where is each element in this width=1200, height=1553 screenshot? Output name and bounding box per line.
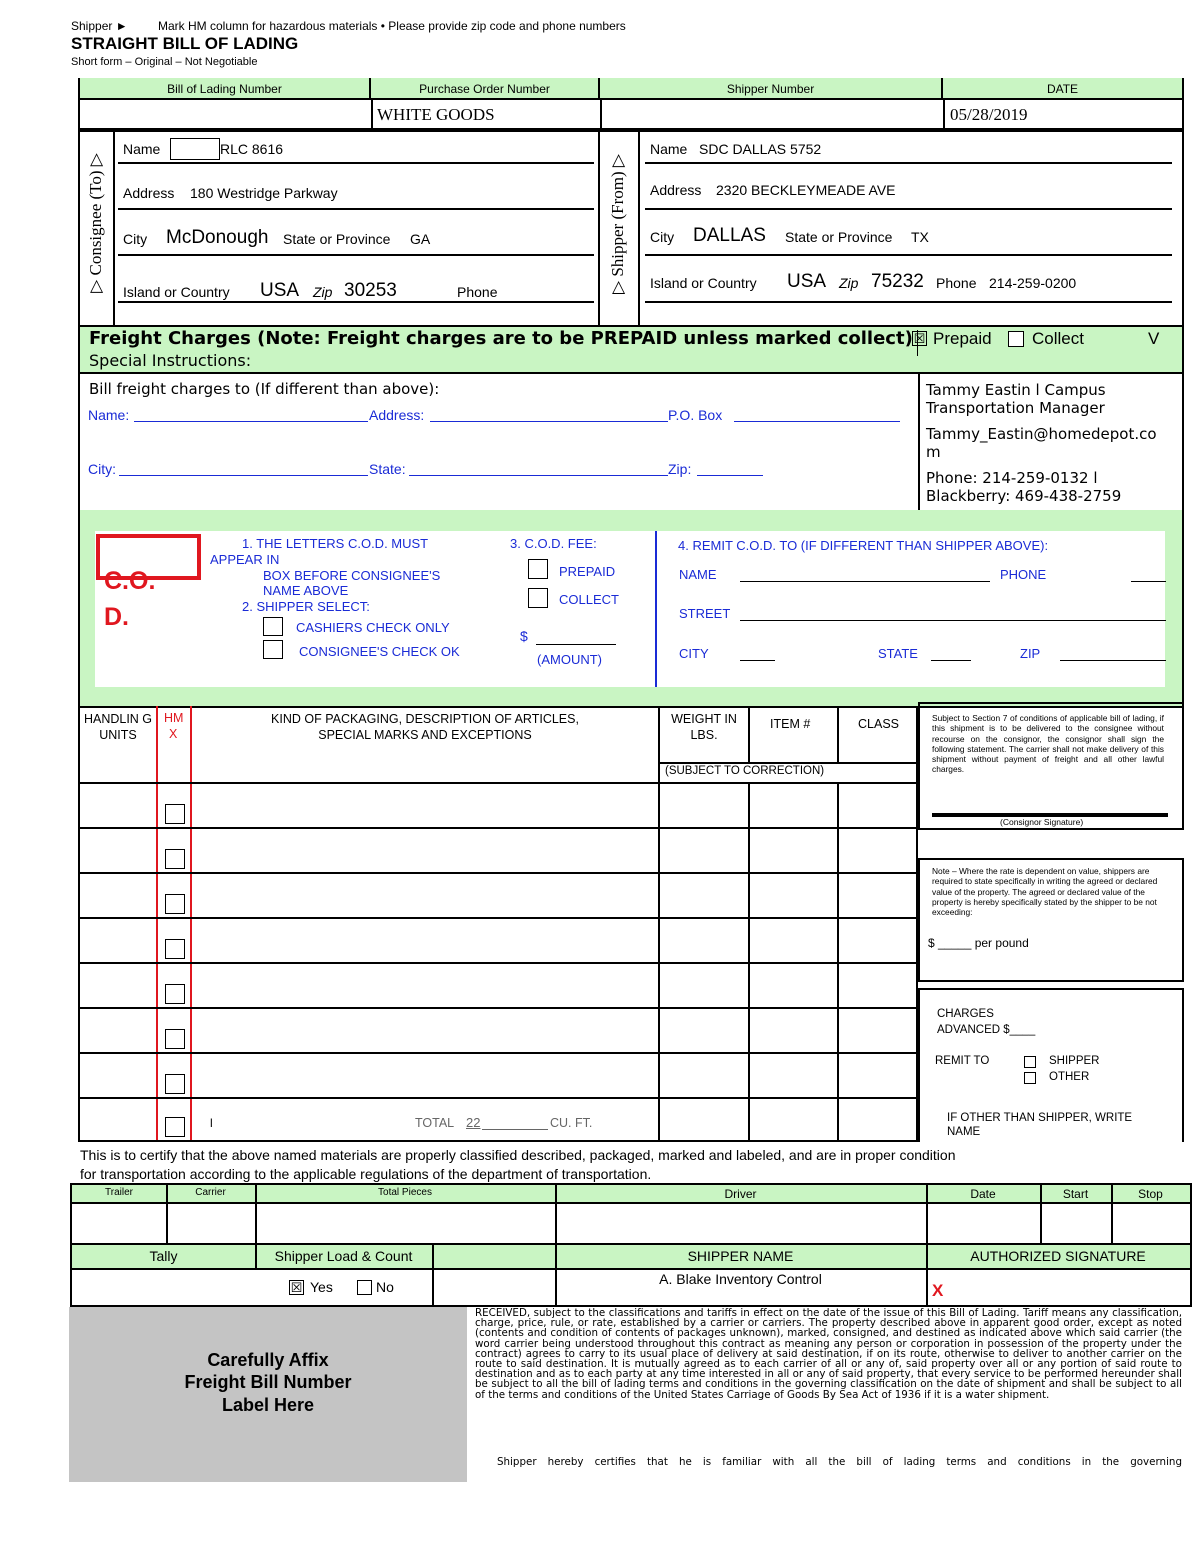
shipper-address-field[interactable]: 2320 BECKLEYMEADE AVE — [716, 182, 896, 198]
consignee-country-label: Island or Country — [123, 284, 230, 300]
contact-phone-line: Phone: 214-259-0132 l — [926, 469, 1098, 487]
bill-to-address-label: Address: — [369, 407, 425, 423]
consignee-city-field[interactable]: McDonough — [166, 227, 269, 248]
consignee-address-field[interactable]: 180 Westridge Parkway — [190, 185, 338, 201]
total-cuft-value[interactable]: 22 — [466, 1115, 481, 1130]
bol-number-label: Bill of Lading Number — [80, 78, 371, 100]
total-label: TOTAL — [415, 1116, 455, 1130]
shipper-phone-field[interactable]: 214-259-0200 — [989, 275, 1077, 291]
if-other-label-2: NAME — [947, 1126, 981, 1138]
label-area-line-2: Freight Bill Number — [184, 1372, 352, 1392]
cod-item-1b: APPEAR IN — [210, 552, 280, 567]
hm-checkbox-3[interactable] — [165, 894, 185, 914]
hm-checkbox-1[interactable] — [165, 804, 185, 824]
value-note-text: Note – Where the rate is dependent on value, shippers are required to state specifically in writing the agreed or declared value of the property. The agreed or declared value of the property is hereby specifically stated by the shipper to be not exceeding: — [932, 866, 1158, 918]
driver-label: Driver — [724, 1187, 757, 1201]
remit-phone-field[interactable] — [1131, 581, 1166, 582]
shipper-name-field[interactable]: SDC DALLAS 5752 — [699, 141, 822, 157]
consignee-check-label: CONSIGNEE'S CHECK OK — [299, 644, 460, 659]
bill-to-city-label: City: — [88, 461, 116, 477]
shipper-side-label: ▷ Shipper (From) ▷ — [608, 154, 627, 294]
cod-item-2: 2. SHIPPER SELECT: — [242, 599, 370, 614]
prepaid-label: Prepaid — [933, 329, 992, 348]
consignee-country-field[interactable]: USA — [260, 280, 300, 301]
hm-checkbox-7[interactable] — [165, 1074, 185, 1094]
contact-blackberry-line: Blackberry: 469-438-2759 — [926, 487, 1122, 505]
start-label: Start — [1062, 1187, 1089, 1201]
po-number-field[interactable]: WHITE GOODS — [377, 105, 495, 124]
load-no-checkbox[interactable] — [357, 1280, 372, 1295]
cod-amount-dollar: $ — [520, 628, 528, 644]
bill-to-pobox-label: P.O. Box — [668, 407, 723, 423]
shipper-name-header: SHIPPER NAME — [687, 1248, 794, 1264]
hm-checkbox-2[interactable] — [165, 849, 185, 869]
hm-x-header: X — [169, 727, 178, 741]
authorized-signature-header: AUTHORIZED SIGNATURE — [970, 1248, 1146, 1264]
remit-other-label: OTHER — [1049, 1071, 1090, 1083]
cod-amount-field[interactable] — [536, 644, 616, 645]
hm-checkbox-8[interactable] — [165, 1117, 185, 1137]
shipper-name-label: Name — [650, 141, 688, 157]
handling-units-header: HANDLIN G UNITS — [83, 712, 153, 742]
cuft-label: CU. FT. — [550, 1116, 593, 1130]
cod-item-1c: BOX BEFORE CONSIGNEE'S — [263, 568, 441, 583]
consignee-phone-label: Phone — [457, 284, 498, 300]
remit-city-label: CITY — [679, 646, 709, 661]
shipper-certifies-text: Shipper hereby certifies that he is familiar with all the bill of lading terms and conditions in the governing — [497, 1456, 1182, 1468]
bottom-date-label: Date — [970, 1187, 996, 1201]
subject-to-correction: (SUBJECT TO CORRECTION) — [665, 765, 825, 777]
consignee-state-label: State or Province — [283, 231, 391, 247]
description-header: KIND OF PACKAGING, DESCRIPTION OF ARTICLES, SPECIAL MARKS AND EXCEPTIONS — [271, 712, 579, 742]
bill-to-zip-label: Zip: — [668, 461, 692, 477]
shipper-country-label: Island or Country — [650, 275, 757, 291]
shipper-phone-label: Phone — [936, 275, 977, 291]
consignee-zip-label: Zip — [313, 284, 333, 300]
class-header: CLASS — [858, 717, 899, 731]
cashiers-check-checkbox[interactable] — [263, 617, 283, 636]
collect-checkbox[interactable] — [1008, 331, 1024, 347]
consignor-signature-label: (Consignor Signature) — [1000, 817, 1084, 827]
consignee-side-label: ▷ Consignee (To) ▷ — [86, 153, 105, 293]
cod-amount-label: (AMOUNT) — [537, 652, 602, 667]
cod-fee-collect-checkbox[interactable] — [528, 588, 548, 608]
consignee-name-label: Name — [123, 141, 161, 157]
remit-zip-field[interactable] — [1060, 660, 1166, 661]
cod-fee-prepaid-checkbox[interactable] — [528, 559, 548, 579]
cod-item-1: 1. THE LETTERS C.O.D. MUST — [242, 536, 429, 551]
label-area-line-3: Label Here — [221, 1395, 315, 1415]
consignee-address-label: Address — [123, 185, 175, 201]
hm-checkbox-4[interactable] — [165, 939, 185, 959]
remit-to-label: REMIT TO — [935, 1055, 990, 1067]
stop-label: Stop — [1138, 1187, 1163, 1201]
section7-text: Subject to Section 7 of conditions of applicable bill of lading, if this shipment is to be delivered to the consignee without recourse on the consignor, the consignor shall sign the following statement. The carrier shall not make delivery of this shipment without payment of freight and all other lawful charges. — [932, 713, 1164, 775]
shipper-arrow-label: Shipper ► — [71, 19, 128, 33]
contact-line-1: Tammy Eastin l Campus — [926, 381, 1106, 399]
document-subtitle: Short form – Original – Not Negotiable — [71, 56, 258, 68]
bill-to-name-label: Name: — [88, 407, 130, 423]
shipper-name-field[interactable]: A. Blake Inventory Control — [659, 1271, 822, 1287]
remit-phone-label: PHONE — [1000, 567, 1047, 582]
shipper-city-field[interactable]: DALLAS — [693, 225, 766, 246]
contact-line-2: Transportation Manager — [926, 399, 1105, 417]
carrier-label: Carrier — [195, 1187, 226, 1198]
collect-label: Collect — [1032, 329, 1084, 348]
cod-item-4: 4. REMIT C.O.D. TO (IF DIFFERENT THAN SHIPPER ABOVE): — [678, 538, 1049, 553]
bill-to-state-label: State: — [369, 461, 406, 477]
hm-checkbox-5[interactable] — [165, 984, 185, 1004]
remit-city-field[interactable] — [740, 660, 775, 661]
cod-marker-box[interactable] — [170, 138, 220, 160]
hm-checkbox-6[interactable] — [165, 1029, 185, 1049]
contact-email-line-2: m — [926, 443, 941, 461]
date-field[interactable]: 05/28/2019 — [950, 105, 1028, 124]
certify-line-2: for transportation according to the applicable regulations of the department of transportation. — [80, 1166, 652, 1182]
consignee-city-label: City — [123, 231, 148, 247]
certify-line-1: This is to certify that the above named materials are properly classified described, packaged, marked and labeled, and are in proper condition — [80, 1147, 956, 1163]
cod-item-3: 3. C.O.D. FEE: — [510, 536, 597, 551]
shipper-state-label: State or Province — [785, 229, 893, 245]
shipper-country-field[interactable]: USA — [787, 271, 827, 292]
po-number-label: Purchase Order Number — [371, 78, 600, 100]
load-yes-checkbox[interactable]: ☒ — [290, 1280, 303, 1295]
hm-header: HM — [164, 711, 184, 725]
tally-label: Tally — [149, 1248, 178, 1264]
remit-zip-label: ZIP — [1020, 646, 1041, 661]
load-no-label: No — [376, 1279, 394, 1295]
remit-street-field[interactable] — [740, 620, 1166, 621]
freight-charges-title: Freight Charges (Note: Freight charges are to be PREPAID unless marked collect) — [89, 328, 913, 349]
per-pound-field[interactable]: $ _____ per pound — [928, 936, 1029, 950]
shipper-number-label: Shipper Number — [600, 78, 943, 100]
cod-stamp-text-1: C.O. — [104, 567, 156, 595]
cod-item-1d: NAME ABOVE — [263, 583, 349, 598]
remit-state-label: STATE — [878, 646, 918, 661]
cod-stamp-text-2: D. — [104, 603, 129, 631]
label-area-line-1: Carefully Affix — [207, 1350, 329, 1370]
shipper-zip-field[interactable]: 75232 — [871, 271, 924, 292]
remit-shipper-label: SHIPPER — [1049, 1055, 1100, 1067]
item-number-header: ITEM # — [770, 717, 811, 731]
remit-shipper-checkbox[interactable] — [1024, 1056, 1036, 1068]
if-other-label: IF OTHER THAN SHIPPER, WRITE — [947, 1112, 1133, 1124]
hazmat-note: Mark HM column for hazardous materials • Please provide zip code and phone numbers — [158, 19, 626, 33]
cod-fee-prepaid-label: PREPAID — [559, 564, 616, 579]
remit-street-label: STREET — [679, 606, 731, 621]
bill-to-label: Bill freight charges to (If different than above): — [89, 380, 440, 398]
down-arrow-icon: V — [1148, 329, 1160, 348]
signature-x-mark[interactable]: X — [932, 1281, 944, 1300]
shipper-city-label: City — [650, 229, 675, 245]
received-terms-text: RECEIVED, subject to the classifications and tariffs in effect on the date of the issue of this Bill of Lading. Tariff means any classification, charge, price, rule, or rate, established by a carrier or carriers. The property described above in apparent good order, except as noted (contents and condition of contents of packages unknown), marked, consigned, and destined as indicated above which said carrier (the word carrier being understood throughout this contract as meaning any person or corporation in possession of the property under the contract) agrees to carry to its usual place of delivery at said destination, if on its route, otherwise to deliver to another carrier on the route to said destination. It is mutually agreed as to each carrier of all or any of, said property over all or any portion of said route to destination and as to each party at any time interested in all or any of said property, that every service to be performed hereunder shall be subject to all the bill of lading terms and conditions in the governing classification on the date of shipment and shall be subject to all of the terms and conditions of the United States Carriage of Goods By Sea Act of 1936 if it is a water shipment. — [475, 1307, 1182, 1401]
shipper-zip-label: Zip — [839, 275, 859, 291]
consignee-name-field[interactable]: RLC 8616 — [220, 141, 284, 157]
date-label: DATE — [943, 78, 1182, 100]
cashiers-check-label: CASHIERS CHECK ONLY — [296, 620, 450, 635]
total-pieces-label: Total Pieces — [378, 1187, 432, 1198]
shipper-address-label: Address — [650, 182, 702, 198]
load-yes-label: Yes — [310, 1279, 333, 1295]
remit-other-checkbox[interactable] — [1024, 1072, 1036, 1084]
last-row-mark: l — [210, 1116, 213, 1130]
remit-name-field[interactable] — [740, 581, 990, 582]
shipper-load-label: Shipper Load & Count — [274, 1248, 413, 1264]
document-title: STRAIGHT BILL OF LADING — [71, 34, 299, 53]
consignee-state-field[interactable]: GA — [410, 231, 431, 247]
remit-state-field[interactable] — [931, 660, 971, 661]
prepaid-checkbox[interactable]: ☒ — [913, 331, 926, 346]
shipper-state-field[interactable]: TX — [911, 229, 929, 245]
cod-fee-collect-label: COLLECT — [559, 592, 619, 607]
special-instructions-label: Special Instructions: — [89, 351, 252, 370]
contact-email-line[interactable]: Tammy_Eastin@homedepot.co — [926, 425, 1157, 443]
charges-advanced-field[interactable]: ADVANCED $____ — [937, 1024, 1036, 1036]
trailer-label: Trailer — [105, 1187, 133, 1198]
consignee-zip-field[interactable]: 30253 — [344, 280, 397, 301]
charges-advanced-label: CHARGES — [937, 1008, 994, 1020]
weight-header: WEIGHT IN LBS. — [671, 712, 737, 742]
consignee-check-checkbox[interactable] — [263, 640, 283, 659]
remit-name-label: NAME — [679, 567, 717, 582]
